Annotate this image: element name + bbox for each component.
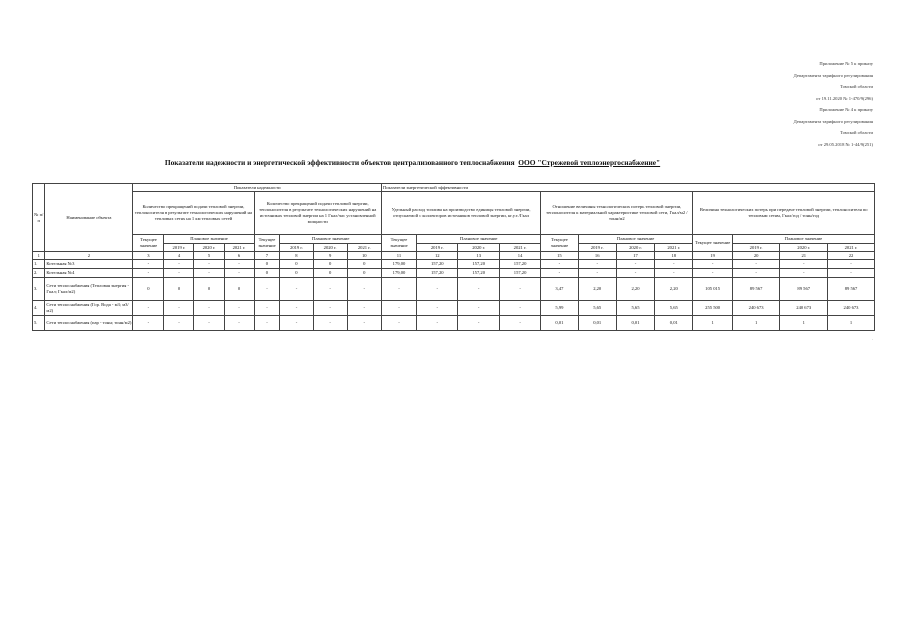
organization-name: ООО "Стрежевой теплоэнергоснабжение"	[518, 158, 661, 167]
value-cell: -	[133, 260, 164, 269]
object-name: Котельная №3	[45, 260, 133, 269]
column-number: 9	[313, 252, 347, 260]
value-cell: -	[616, 260, 654, 269]
value-cell: 5,65	[655, 301, 693, 316]
header-year-2019: 2019 г.	[280, 244, 313, 252]
value-cell: -	[224, 260, 254, 269]
header-current-value: Текущее значение	[541, 235, 578, 252]
value-cell: -	[499, 278, 540, 301]
column-number: 3	[133, 252, 164, 260]
value-cell: 240 673	[828, 301, 875, 316]
row-number: 1.	[33, 260, 45, 269]
value-cell: -	[616, 269, 654, 278]
column-number: 12	[417, 252, 458, 260]
value-cell: -	[499, 316, 540, 331]
value-cell: -	[194, 269, 224, 278]
header-year-2019: 2019 г.	[578, 244, 616, 252]
column-number: 20	[732, 252, 780, 260]
column-number: 21	[780, 252, 828, 260]
value-cell: -	[224, 269, 254, 278]
value-cell: -	[254, 301, 280, 316]
value-cell: -	[732, 269, 780, 278]
table-row	[33, 278, 875, 301]
column-number: 16	[578, 252, 616, 260]
header-plan-value: Плановое значение	[164, 235, 254, 244]
value-cell: 89 567	[780, 278, 828, 301]
value-cell: -	[164, 301, 194, 316]
value-cell: -	[164, 269, 194, 278]
value-cell: -	[194, 260, 224, 269]
value-cell: -	[732, 260, 780, 269]
table-row	[33, 316, 875, 331]
value-cell: -	[224, 301, 254, 316]
header-year-2021: 2021 г.	[655, 244, 693, 252]
value-cell: 157,20	[458, 269, 499, 278]
value-cell: 179,00	[381, 260, 416, 269]
header-indicator-losses: Величина технологических потерь при передаче тепловой энергии, теплоносителя по тепловым сетям, Гкал/год / тонн/год	[693, 192, 875, 235]
column-number: 22	[828, 252, 875, 260]
header-plan-value: Плановое значение	[578, 235, 693, 244]
column-number: 19	[693, 252, 732, 260]
value-cell: -	[578, 269, 616, 278]
value-cell: 0,01	[655, 316, 693, 331]
header-current-value: Текущее значение	[133, 235, 164, 252]
indicators-table	[32, 183, 875, 331]
header-current-value: Текущее значение	[381, 235, 416, 252]
column-number: 10	[347, 252, 381, 260]
value-cell: -	[381, 278, 416, 301]
column-number: 8	[280, 252, 313, 260]
column-number: 5	[194, 252, 224, 260]
value-cell: 89 567	[732, 278, 780, 301]
value-cell: -	[280, 278, 313, 301]
value-cell: -	[828, 260, 875, 269]
value-cell: -	[780, 260, 828, 269]
column-number: 7	[254, 252, 280, 260]
column-number: 15	[541, 252, 578, 260]
value-cell: 0	[194, 278, 224, 301]
value-cell: 3,47	[541, 278, 578, 301]
value-cell: -	[347, 316, 381, 331]
object-name: Котельная №4	[45, 269, 133, 278]
annex-line: от 19.11.2020 № 1-470/9(296)	[816, 95, 873, 101]
annex-line: от 29.05.2018 № 1-44/9(251)	[818, 141, 873, 147]
object-name: Сети теплоснабжения (Тепловая энергия - Гкал; Гкал/м2)	[45, 278, 133, 301]
value-cell: 157,20	[458, 260, 499, 269]
value-cell: -	[381, 316, 416, 331]
annex-block-1	[794, 58, 873, 104]
value-cell: -	[313, 301, 347, 316]
value-cell: 1	[828, 316, 875, 331]
value-cell: -	[578, 260, 616, 269]
column-number: 1	[33, 252, 45, 260]
header-year-2021: 2021 г.	[347, 244, 381, 252]
value-cell: 0,01	[541, 316, 578, 331]
header-year-2021: 2021 г.	[828, 244, 875, 252]
value-cell: 240 673	[780, 301, 828, 316]
value-cell: -	[347, 278, 381, 301]
object-name: Сети теплоснабжения (Гор. Вода - м3; м3/м2)	[45, 301, 133, 316]
header-year-2019: 2019 г.	[164, 244, 194, 252]
value-cell: 89 567	[828, 278, 875, 301]
header-year-2020: 2020 г.	[616, 244, 654, 252]
value-cell: -	[280, 301, 313, 316]
value-cell: 1	[780, 316, 828, 331]
value-cell: 2,20	[578, 278, 616, 301]
value-cell: 179,00	[381, 269, 416, 278]
table-row	[33, 301, 875, 316]
document-title	[0, 158, 905, 167]
value-cell: 2,20	[655, 278, 693, 301]
value-cell: 5,65	[616, 301, 654, 316]
annex-line: Приложение № 5 к приказу	[819, 61, 873, 66]
value-cell: 105 015	[693, 278, 732, 301]
value-cell: 255 500	[693, 301, 732, 316]
column-number: 18	[655, 252, 693, 260]
header-object-name: Наименование объекта	[45, 184, 133, 252]
row-number: 2.	[33, 269, 45, 278]
value-cell: -	[347, 301, 381, 316]
value-cell: -	[655, 269, 693, 278]
value-cell: 0,01	[578, 316, 616, 331]
value-cell: 0	[133, 278, 164, 301]
value-cell: -	[693, 260, 732, 269]
column-number: 13	[458, 252, 499, 260]
value-cell: -	[164, 260, 194, 269]
header-reliability-group: Показатели надежности	[133, 184, 381, 192]
column-number: 6	[224, 252, 254, 260]
value-cell: 0	[254, 260, 280, 269]
value-cell: -	[417, 278, 458, 301]
value-cell: 0	[280, 260, 313, 269]
value-cell: -	[417, 301, 458, 316]
value-cell: -	[417, 316, 458, 331]
header-indicator-network-outages: Количество прекращений подачи тепловой энергии, теплоносителя в результате технологических нарушений на тепловых сетях на 1 км тепловых сетей	[133, 192, 254, 235]
value-cell: 2,20	[616, 278, 654, 301]
value-cell: 1	[693, 316, 732, 331]
value-cell: -	[133, 316, 164, 331]
value-cell: -	[133, 269, 164, 278]
column-number: 17	[616, 252, 654, 260]
table-row	[33, 269, 875, 278]
value-cell: -	[254, 278, 280, 301]
table-end-mark: .	[872, 336, 873, 341]
value-cell: 0	[164, 278, 194, 301]
column-number-row	[33, 252, 875, 260]
header-year-2020: 2020 г.	[194, 244, 224, 252]
value-cell: 0	[280, 269, 313, 278]
header-efficiency-group: Показатели энергетической эффективности	[381, 184, 874, 192]
value-cell: 0	[347, 260, 381, 269]
value-cell: -	[499, 301, 540, 316]
header-current-value: Текущее значение	[254, 235, 280, 252]
annex-line: Томской области	[840, 84, 873, 89]
value-cell: -	[164, 316, 194, 331]
value-cell: -	[828, 269, 875, 278]
column-number: 2	[45, 252, 133, 260]
value-cell: -	[541, 260, 578, 269]
value-cell: -	[280, 316, 313, 331]
header-plan-value: Плановое значение	[280, 235, 381, 244]
header-year-2020: 2020 г.	[313, 244, 347, 252]
value-cell: 0	[347, 269, 381, 278]
column-number: 11	[381, 252, 416, 260]
header-current-value: Текущее значение	[693, 235, 732, 252]
value-cell: -	[458, 278, 499, 301]
value-cell: 0	[254, 269, 280, 278]
annex-block-2	[794, 104, 873, 150]
row-number: 4.	[33, 301, 45, 316]
value-cell: 5,65	[578, 301, 616, 316]
value-cell: -	[224, 316, 254, 331]
value-cell: -	[133, 301, 164, 316]
value-cell: 157,20	[499, 269, 540, 278]
value-cell: -	[254, 316, 280, 331]
row-number: 3.	[33, 278, 45, 301]
value-cell: -	[655, 260, 693, 269]
header-plan-value: Плановое значение	[732, 235, 874, 244]
value-cell: -	[541, 269, 578, 278]
header-indicator-loss-ratio: Отношение величины технологических потерь тепловой энергии, теплоносителя к материальной характеристике тепловой сети, Гкал/м2 / тонн/м2	[541, 192, 693, 235]
header-indicator-source-outages: Количество прекращений подачи тепловой энергии, теплоносителя в результате технологических нарушений на источниках тепловой энергии на 1 Гкал/час установленной мощности	[254, 192, 381, 235]
value-cell: -	[194, 301, 224, 316]
header-year-2021: 2021 г.	[224, 244, 254, 252]
value-cell: -	[458, 316, 499, 331]
header-year-2019: 2019 г.	[417, 244, 458, 252]
value-cell: 0,01	[616, 316, 654, 331]
header-year-2020: 2020 г.	[458, 244, 499, 252]
value-cell: 0	[313, 269, 347, 278]
value-cell: 157,20	[417, 260, 458, 269]
value-cell: 5,99	[541, 301, 578, 316]
value-cell: -	[458, 301, 499, 316]
title-text: Показатели надежности и энергетической эффективности объектов централизованного теплоснабжения	[164, 158, 515, 167]
annex-line: Томской области	[840, 130, 873, 135]
column-number: 14	[499, 252, 540, 260]
value-cell: 157,20	[499, 260, 540, 269]
value-cell: 0	[313, 260, 347, 269]
annex-line: Приложение № 4 к приказу	[819, 107, 873, 112]
object-name: Сети теплоснабжения (пар - тонн; тонн/м2)	[45, 316, 133, 331]
value-cell: 157,20	[417, 269, 458, 278]
header-year-2019: 2019 г.	[732, 244, 780, 252]
value-cell: -	[381, 301, 416, 316]
header-plan-value: Плановое значение	[417, 235, 541, 244]
column-number: 4	[164, 252, 194, 260]
annex-line: Департамента тарифного регулирования	[793, 72, 873, 78]
value-cell: 1	[732, 316, 780, 331]
annex-line: Департамента тарифного регулирования	[793, 118, 873, 124]
value-cell: -	[693, 269, 732, 278]
value-cell: -	[194, 316, 224, 331]
header-year-2021: 2021 г.	[499, 244, 540, 252]
value-cell: -	[313, 316, 347, 331]
table-body	[33, 260, 875, 331]
value-cell: -	[780, 269, 828, 278]
value-cell: 0	[224, 278, 254, 301]
header-number: № п/п	[33, 184, 45, 252]
value-cell: 240 673	[732, 301, 780, 316]
value-cell: -	[313, 278, 347, 301]
header-indicator-fuel-rate: Удельный расход топлива на производство единицы тепловой энергии, отпускаемой с коллекторов источников тепловой энергии, кг.у.т./Гкал	[381, 192, 540, 235]
row-number: 5.	[33, 316, 45, 331]
table-row	[33, 260, 875, 269]
header-year-2020: 2020 г.	[780, 244, 828, 252]
